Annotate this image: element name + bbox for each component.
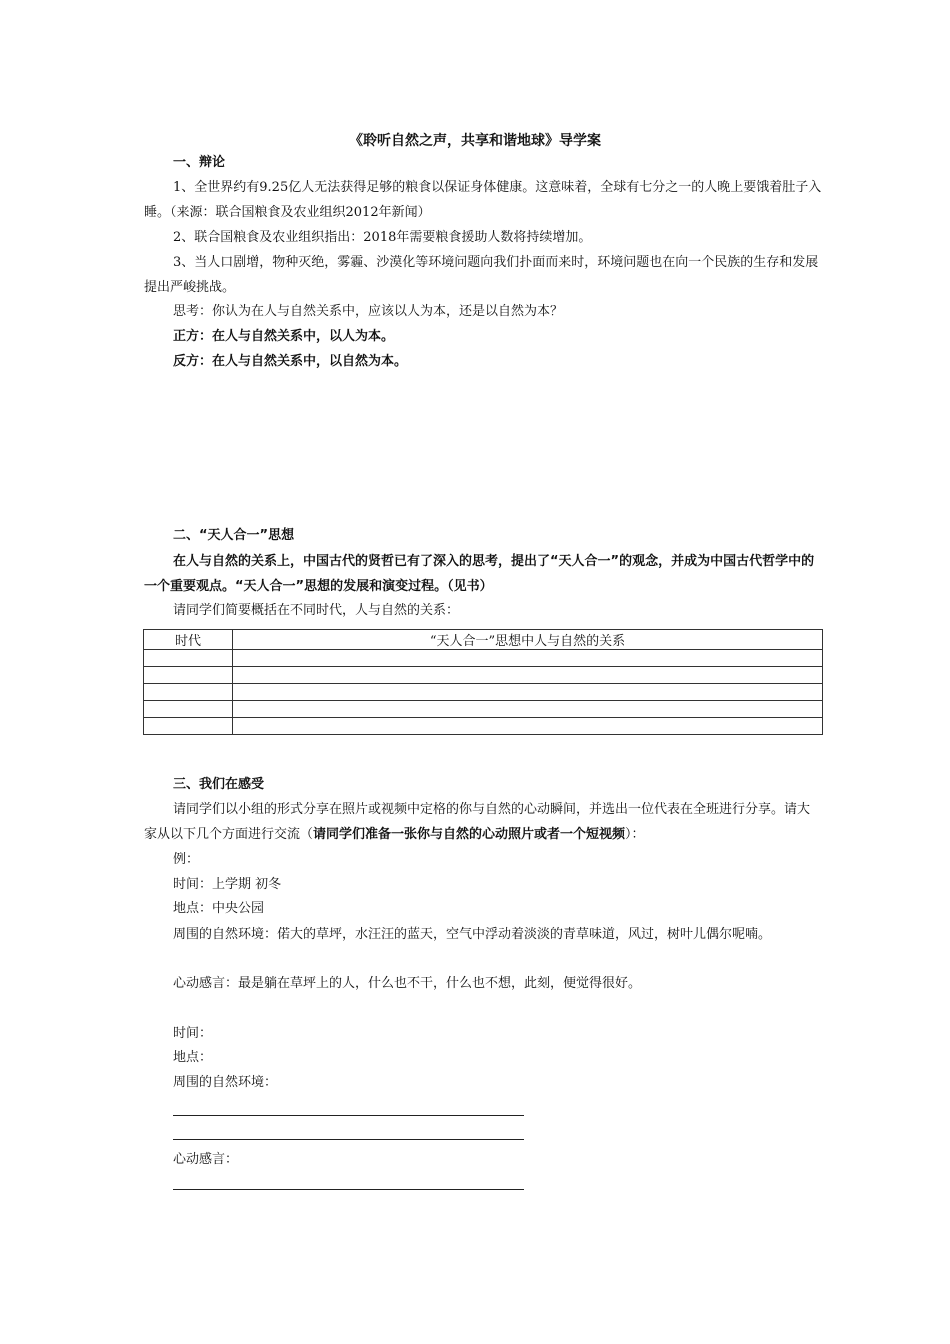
table-cell[interactable] (233, 718, 823, 735)
section-2-heading: 二、“天人合一”思想 (173, 528, 295, 543)
table-cell[interactable] (233, 650, 823, 667)
era-relationship-table (143, 629, 823, 735)
section-1-heading: 一、辩论 (173, 155, 226, 170)
example-environment: 周围的自然环境：偌大的草坪，水汪汪的蓝天，空气中浮动着淡淡的青草味道，风过，树叶儿偶尔呢喃。 (173, 927, 772, 942)
environment-answer-line-1[interactable] (173, 1115, 524, 1116)
table-cell[interactable] (233, 701, 823, 718)
intro-text-bold: 请同学们准备一张你与自然的心动照片或者一个短视频 (313, 827, 626, 842)
section-1-paragraph-2: 2、联合国粮食及农业组织指出：2018年需要粮食援助人数将持续增加。 (173, 230, 592, 245)
document-title: 《聆听自然之声，共享和谐地球》导学案 (349, 133, 601, 149)
table-row (144, 650, 823, 667)
intro-text-b: ）： (625, 827, 645, 842)
table-cell[interactable] (144, 650, 233, 667)
form-time-label: 时间： (173, 1026, 213, 1041)
section-2-prompt: 请同学们简要概括在不同时代，人与自然的关系： (173, 603, 460, 618)
section-3-heading: 三、我们在感受 (173, 777, 265, 792)
table-row (144, 701, 823, 718)
section-3-intro (144, 797, 822, 847)
intro-text-a: 请同学们以小组的形式分享在照片或视频中定格的你与自然的心动瞬间，并选出一位代表在全班进行分享。请大家从以下几个方面进行交流（ (144, 802, 811, 842)
table-cell[interactable] (233, 667, 823, 684)
form-environment-label: 周围的自然环境： (173, 1075, 278, 1090)
form-feeling-label: 心动感言： (173, 1152, 239, 1167)
section-2-bold-paragraph: 在人与自然的关系上，中国古代的贤哲已有了深入的思考，提出了“天人合一”的观念，并成为中国古代哲学中的一个重要观点。“天人合一”思想的发展和演变过程。（见书） (144, 554, 815, 594)
environment-answer-line-2[interactable] (173, 1139, 524, 1140)
example-feeling: 心动感言：最是躺在草坪上的人，什么也不干，什么也不想，此刻，便觉得很好。 (173, 976, 642, 991)
table-header-row (144, 630, 823, 650)
table-header-era: 时代 (144, 630, 233, 650)
table-header-relationship: “天人合一”思想中人与自然的关系 (233, 630, 823, 650)
form-place-label: 地点： (173, 1050, 213, 1065)
pro-side: 正方：在人与自然关系中，以人为本。 (173, 329, 395, 344)
table-row (144, 718, 823, 735)
table-cell[interactable] (233, 684, 823, 701)
table-cell[interactable] (144, 684, 233, 701)
table-row (144, 667, 823, 684)
table-cell[interactable] (144, 667, 233, 684)
table-cell[interactable] (144, 701, 233, 718)
section-1-paragraph-3: 3、当人口剧增，物种灭绝，雾霾、沙漠化等环境问题向我们扑面而来时，环境问题也在向一个民族的生存和发展提出严峻挑战。 (144, 255, 819, 295)
think-question: 思考：你认为在人与自然关系中，应该以人为本，还是以自然为本？ (173, 304, 564, 319)
example-label: 例： (173, 852, 200, 867)
example-time: 时间：上学期 初冬 (173, 877, 282, 892)
feeling-answer-line[interactable] (173, 1189, 524, 1190)
example-place: 地点：中央公园 (173, 901, 265, 916)
table-row (144, 684, 823, 701)
table-cell[interactable] (144, 718, 233, 735)
section-1-paragraph-1: 1、全世界约有9.25亿人无法获得足够的粮食以保证身体健康。这意味着，全球有七分之一的人晚上要饿着肚子入睡。（来源：联合国粮食及农业组织2012年新闻） (144, 180, 822, 220)
con-side: 反方：在人与自然关系中，以自然为本。 (173, 354, 408, 369)
